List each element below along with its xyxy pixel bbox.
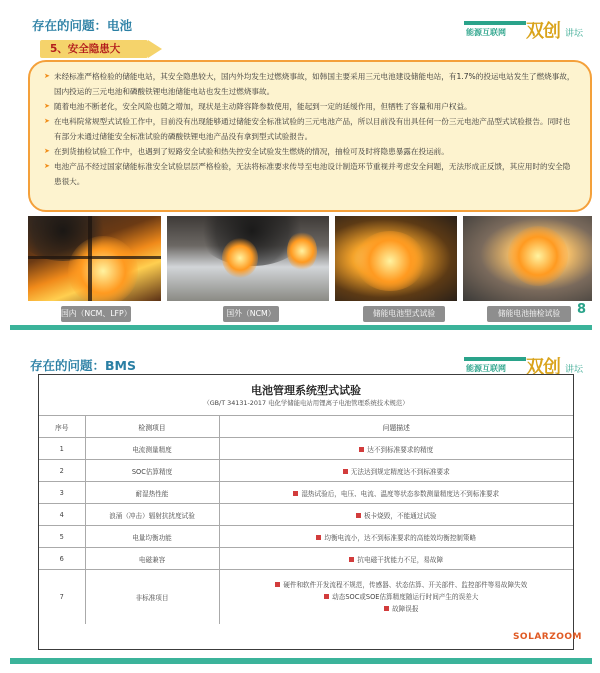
red-square-icon	[275, 582, 280, 587]
brand-tail-text: 讲坛	[565, 365, 584, 375]
fire-photo-overseas	[167, 216, 329, 301]
table-subtitle: （GB/T 34131-2017 电化学储能电站用锂离子电池管理系统技术规范）	[203, 399, 409, 407]
photo-caption: 国外（NCM）	[223, 306, 279, 322]
table-title: 电池管理系统型式试验	[251, 384, 361, 397]
brand-logo	[462, 14, 592, 40]
page-number: 8	[576, 302, 586, 317]
bullet-arrow-icon: ➤	[44, 72, 50, 80]
slide-title: 存在的问题：BMS	[30, 358, 136, 373]
header-item: 检测项目	[85, 416, 219, 438]
brand-big-text: 双创	[526, 21, 560, 42]
cell-no: 3	[39, 482, 85, 504]
cell-no: 5	[39, 526, 85, 548]
header-no: 序号	[39, 416, 85, 438]
brand-small-text: 能源互联网	[466, 364, 506, 373]
red-square-icon	[356, 513, 361, 518]
photo-strip	[28, 216, 592, 324]
bullet-arrow-icon: ➤	[44, 117, 50, 125]
red-square-icon	[349, 557, 354, 562]
table-row	[39, 570, 573, 624]
desc-line: 故障误报	[230, 603, 574, 615]
cell-no: 2	[39, 460, 85, 482]
cell-no: 4	[39, 504, 85, 526]
table-row	[39, 548, 573, 570]
flame-shape	[287, 231, 317, 271]
bms-test-table	[39, 415, 573, 624]
table-row	[39, 482, 573, 504]
photo-caption: 国内（NCM、LFP）	[61, 306, 131, 322]
flame-shape	[68, 236, 138, 301]
bms-test-table-panel	[38, 374, 574, 650]
type-test-photo	[335, 216, 457, 301]
slide-divider-band	[10, 325, 592, 330]
slide-footer-band	[10, 658, 592, 664]
flame-shape	[355, 231, 425, 291]
table-row	[39, 460, 573, 482]
bullet-item: ➤ 在电科院常规型式试验工作中，目前没有出现能够通过储能安全标准试验的三元电池产品，所以目前没有出具任何一份三元电池产品型式试验报告。同时也有部分未通过储能安全标准试验的磷酸铁锂电池产品没有拿到型式试验报告。	[44, 114, 576, 144]
bullet-item: ➤ 随着电池不断老化，安全风险也随之增加，现状是主动降容降参数使用，能起到一定的延缓作用，但牺牲了容量和用户权益。	[44, 99, 576, 114]
slide-bms-issues	[10, 342, 592, 673]
table-row	[39, 526, 573, 548]
cell-desc: 达不到标准要求的精度	[219, 438, 573, 460]
slide-title: 存在的问题：电池	[32, 18, 133, 33]
cell-desc: 均衡电流小，达不到标准要求的高能效均衡控制策略	[219, 526, 573, 548]
slide-battery-issues	[10, 6, 592, 329]
fire-photo-domestic	[28, 216, 161, 301]
cell-item: 非标准项目	[85, 570, 219, 624]
flame-shape	[508, 226, 568, 286]
cell-desc	[219, 570, 573, 624]
cell-desc: 无法达到规定精度达不到标准要求	[219, 460, 573, 482]
brand-logo	[462, 350, 592, 376]
sampling-test-photo	[463, 216, 592, 301]
table-header-row	[39, 416, 573, 438]
bullet-arrow-icon: ➤	[44, 102, 50, 110]
brand-tail-text: 讲坛	[565, 29, 584, 39]
cell-no: 6	[39, 548, 85, 570]
watermark-logo: SOLARZOOM	[512, 632, 582, 642]
brand-big-text: 双创	[526, 357, 560, 378]
cell-item: SOC估算精度	[85, 460, 219, 482]
brand-small-text: 能源互联网	[466, 28, 506, 37]
cell-item: 浪涌（冲击）辐射抗扰度试验	[85, 504, 219, 526]
cell-desc: 抗电磁干扰能力不足，易故障	[219, 548, 573, 570]
flame-shape	[222, 238, 258, 278]
cell-item: 耐湿热性能	[85, 482, 219, 504]
cell-no: 1	[39, 438, 85, 460]
bullet-item: ➤ 未经标准严格检验的储能电站，其安全隐患较大，国内外均发生过燃烧事故，如韩国主要采用三元电池建设储能电站，有1.7%的投运电站发生了燃烧事故，国内投运的三元电池和磷酸铁锂电池储能电站也发生过燃烧事故。	[44, 69, 576, 99]
brand-bar	[464, 21, 526, 25]
bullet-arrow-icon: ➤	[44, 147, 50, 155]
bullet-item: ➤ 在到货抽检试验工作中，也遇到了短路安全试验和热失控安全试验发生燃烧的情况，抽检可及时将隐患暴露在投运前。	[44, 144, 576, 159]
table-row	[39, 504, 573, 526]
brand-bar	[464, 357, 526, 361]
frame-shape	[28, 256, 161, 259]
red-square-icon	[343, 469, 348, 474]
red-square-icon	[316, 535, 321, 540]
bullet-item: ➤ 电池产品不经过国家储能标准安全试验层层严格检验，无法将标准要求传导至电池设计制造环节重视并考虑安全问题，无法形成正反馈，其应用时的安全隐患很大。	[44, 159, 576, 189]
desc-line: 硬件和软件开发流程不规范，传感器、状态估算、开关部件、监控部件等易故障失效	[230, 579, 574, 591]
desc-line: 动态SOC或SOE估算精度随运行时间产生的误差大	[230, 591, 574, 603]
bullet-arrow-icon: ➤	[44, 162, 50, 170]
cell-item: 电量均衡功能	[85, 526, 219, 548]
cell-desc: 湿热试验后，电压、电流、温度等状态参数测量精度达不到标准要求	[219, 482, 573, 504]
cell-desc: 板卡烧毁，不能通过试验	[219, 504, 573, 526]
section-tag: 5、安全隐患大	[40, 40, 148, 58]
cell-no: 7	[39, 570, 85, 624]
red-square-icon	[359, 447, 364, 452]
table-row	[39, 438, 573, 460]
photo-caption: 储能电池抽检试验	[487, 306, 571, 322]
red-square-icon	[324, 594, 329, 599]
red-square-icon	[384, 606, 389, 611]
cell-item: 电磁兼容	[85, 548, 219, 570]
cell-item: 电流测量精度	[85, 438, 219, 460]
header-desc: 问题描述	[219, 416, 573, 438]
red-square-icon	[293, 491, 298, 496]
photo-caption: 储能电池型式试验	[363, 306, 445, 322]
bullet-panel	[28, 60, 592, 212]
